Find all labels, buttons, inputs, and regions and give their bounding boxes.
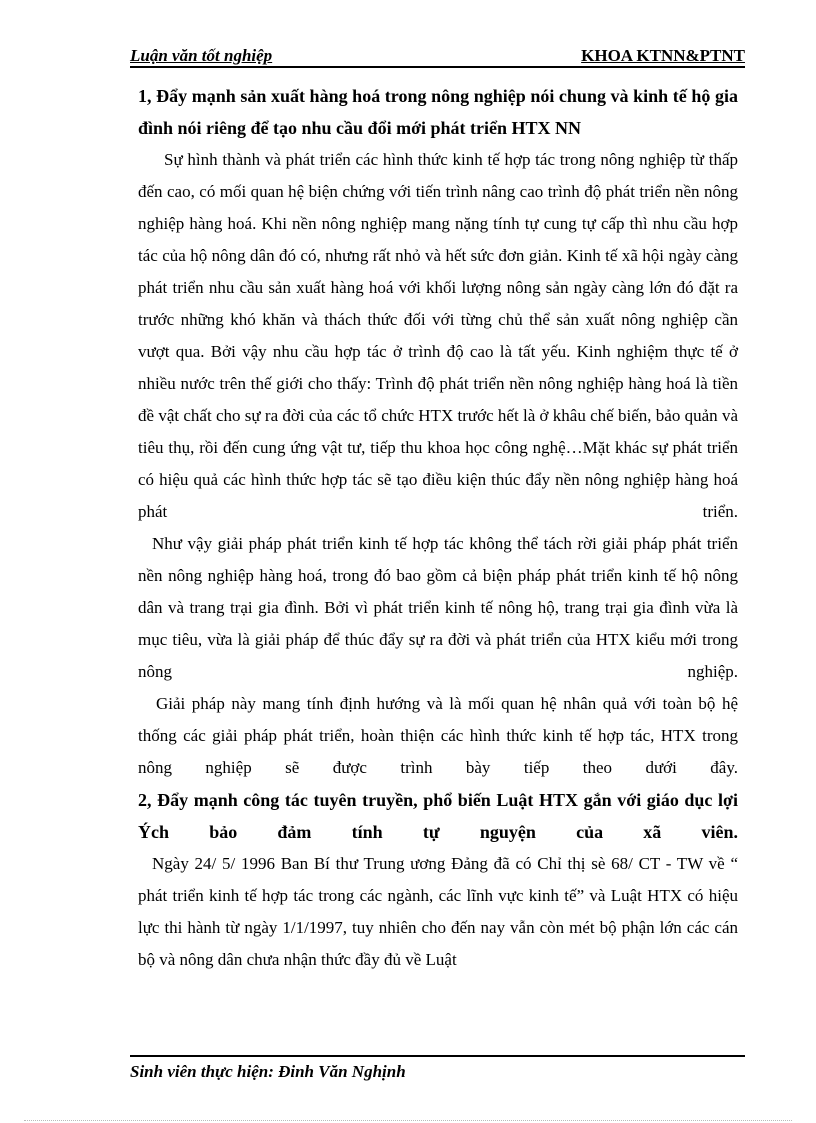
- section-2-heading: 2, Đẩy mạnh công tác tuyên truyền, phổ biến Luật HTX gắn với giáo dục lợi Ých bảo đảm tính tự nguyện của xã viên.: [138, 790, 738, 842]
- footer-author: Sinh viên thực hiện: Đinh Văn Nghịnh: [130, 1062, 406, 1081]
- page-header: [130, 44, 745, 68]
- page-bottom-divider: [24, 1120, 792, 1121]
- section-1-paragraph-1: Sự hình thành và phát triển các hình thức kinh tế hợp tác trong nông nghiệp từ thấp đến cao, có mối quan hệ biện chứng với tiến trình nâng cao trình độ phát triển nền nông nghiệp hàng hoá. Khi nền nông nghiệp mang nặng tính tự cung tự cấp thì nhu cầu hợp tác của hộ nông dân đó có, nhưng rất nhỏ và hết sức đơn giản. Kinh tế xã hội ngày càng phát triển nhu cầu sản xuất hàng hoá với khối lượng nông sản ngày càng lớn đó đặt ra trước những khó khăn và thách thức đối với từng chủ thể sản xuất nông nghiệp cần vượt qua. Bởi vậy nhu cầu hợp tác ở trình độ cao là tất yếu. Kinh nghiệm thực tế ở nhiều nước trên thế giới cho thấy: Trình độ phát triển nền nông nghiệp hàng hoá là tiền đề vật chất cho sự ra đời của các tổ chức HTX trước hết là ở khâu chế biến, bảo quản và tiêu thụ, rồi đến cung ứng vật tư, tiếp thu khoa học công nghệ…Mặt khác sự phát triển có hiệu quả các hình thức hợp tác sẽ tạo điều kiện thúc đẩy nền nông nghiệp hàng hoá phát triển.: [138, 150, 738, 521]
- section-2-paragraph-1: Ngày 24/ 5/ 1996 Ban Bí thư Trung ương Đảng đã có Chỉ thị sè 68/ CT - TW về “ phát triển kinh tế hợp tác trong các ngành, các lĩnh vực kinh tế” và Luật HTX có hiệu lực thi hành từ ngày 1/1/1997, tuy nhiên cho đến nay vẫn còn mét bộ phận lớn các cán bộ và nông dân chưa nhận thức đầy đủ về Luật: [138, 854, 738, 969]
- section-1-paragraph-3: Giải pháp này mang tính định hướng và là mối quan hệ nhân quả với toàn bộ hệ thống các giải pháp phát triển, hoàn thiện các hình thức kinh tế hợp tác, HTX trong nông nghiệp sẽ được trình bày tiếp theo dưới đây.: [138, 694, 738, 777]
- page-body: [138, 80, 738, 976]
- page-footer: [130, 1055, 745, 1082]
- section-1-heading: 1, Đẩy mạnh sản xuất hàng hoá trong nông nghiệp nói chung và kinh tế hộ gia đình nói riêng để tạo nhu cầu đổi mới phát triển HTX NN: [138, 86, 738, 138]
- header-thesis-label: Luận văn tốt nghiệp: [130, 46, 273, 65]
- section-1-paragraph-2: Như vậy giải pháp phát triển kinh tế hợp tác không thể tách rời giải pháp phát triển nền nông nghiệp hàng hoá, trong đó bao gồm cả biện pháp phát triển kinh tế hộ nông dân và trang trại gia đình. Bởi vì phát triển kinh tế nông hộ, trang trại gia đình vừa là mục tiêu, vừa là giải pháp để thúc đẩy sự ra đời và phát triển của HTX kiểu mới trong nông nghiệp.: [138, 534, 738, 681]
- header-faculty-label: KHOA KTNN&PTNT: [581, 46, 745, 65]
